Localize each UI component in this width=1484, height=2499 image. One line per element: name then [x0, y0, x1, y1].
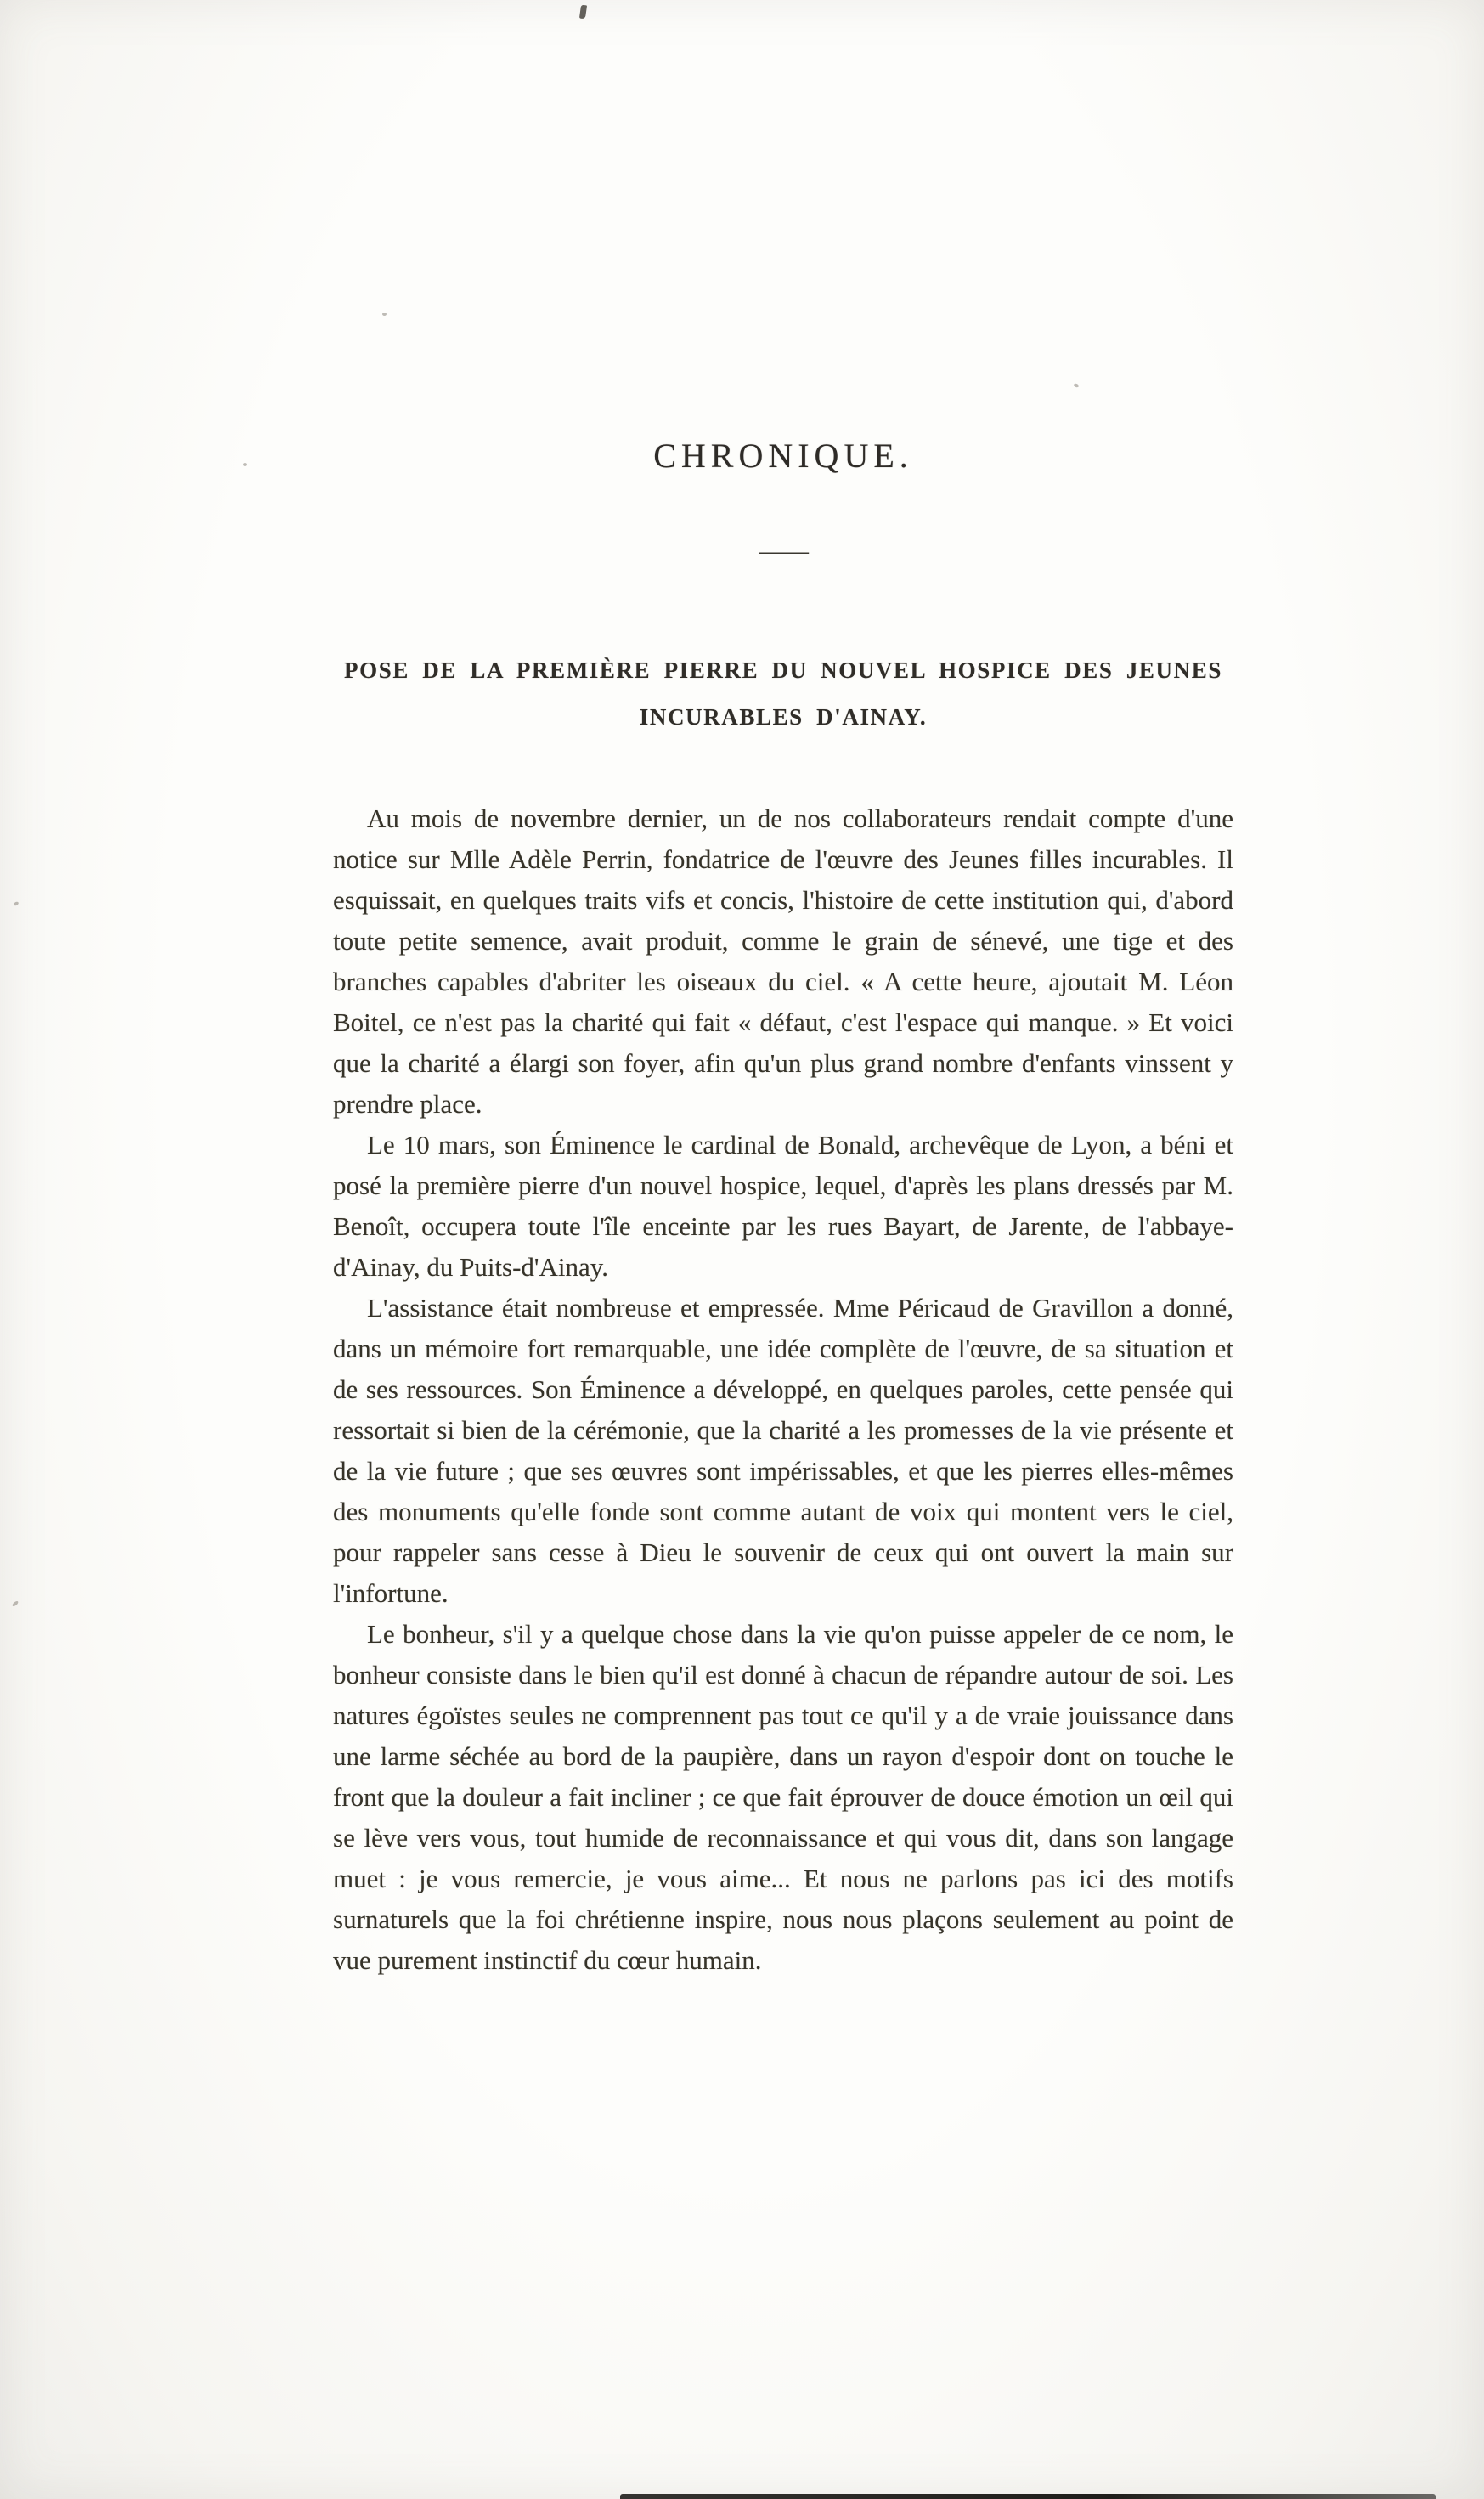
scan-speckle [243, 463, 247, 466]
title-divider: —— [759, 537, 807, 565]
body-paragraphs [333, 798, 1233, 1981]
text-column [333, 0, 1233, 2499]
paragraph: L'assistance était nombreuse et empressée. Mme Péricaud de Gravillon a donné, dans un mémoire fort remarquable, une idée complète de l'œuvre, de sa situation et de ses ressources. Son Éminence a développé, en quelques paroles, cette pensée qui ressortait si bien de la cérémonie, que la charité a les promesses de la vie présente et de la vie future ; que ses œuvres sont impérissables, et que les pierres elles-mêmes des monuments qu'elle fonde sont comme autant de voix qui montent vers le ciel, pour rappeler sans cesse à Dieu le souvenir de ceux qui ont ouvert la main sur l'infortune. [333, 1293, 1233, 1608]
section-heading-line-2: INCURABLES D'AINAY. [639, 704, 928, 730]
section-heading [333, 647, 1233, 741]
scan-speckle [13, 901, 19, 906]
scan-bottom-edge-shadow [620, 2494, 1436, 2499]
scan-speckle [12, 1600, 20, 1607]
paragraph: Le 10 mars, son Éminence le cardinal de Bonald, archevêque de Lyon, a béni et posé la première pierre d'un nouvel hospice, lequel, d'après les plans dressés par M. Benoît, occupera toute l'île enceinte par les rues Bayart, de Jarente, de l'abbaye-d'Ainay, du Puits-d'Ainay. [333, 1130, 1233, 1282]
paragraph: Au mois de novembre dernier, un de nos collaborateurs rendait compte d'une notice sur Mlle Adèle Perrin, fondatrice de l'œuvre des Jeunes filles incurables. Il esquissait, en quelques traits vifs et concis, l'histoire de cette institution qui, d'abord toute petite semence, avait produit, comme le grain de sénevé, une tige et des branches capables d'abriter les oiseaux du ciel. « A cette heure, ajoutait M. Léon Boitel, ce n'est pas la charité qui fait « défaut, c'est l'espace qui manque. » Et voici que la charité a élargi son foyer, afin qu'un plus grand nombre d'enfants vinssent y prendre place. [333, 804, 1233, 1119]
paragraph: Le bonheur, s'il y a quelque chose dans la vie qu'on puisse appeler de ce nom, le bonheur consiste dans le bien qu'il est donné à chacun de répandre autour de soi. Les natures égoïstes seules ne comprennent pas tout ce qu'il y a de vraie jouissance dans une larme séchée au bord de la paupière, dans un rayon d'espoir dont on touche le front que la douleur a fait incliner ; ce que fait éprouver de douce émotion un œil qui se lève vers vous, tout humide de reconnaissance et qui vous dit, dans son langage muet : je vous remercie, je vous aime... Et nous ne parlons pas ici des motifs surnaturels que la foi chrétienne inspire, nous nous plaçons seulement au point de vue purement instinctif du cœur humain. [333, 1619, 1233, 1975]
section-heading-line-1: POSE DE LA PREMIÈRE PIERRE DU NOUVEL HOSPICE DES JEUNES [344, 657, 1222, 683]
page-title: CHRONIQUE. [653, 437, 913, 475]
